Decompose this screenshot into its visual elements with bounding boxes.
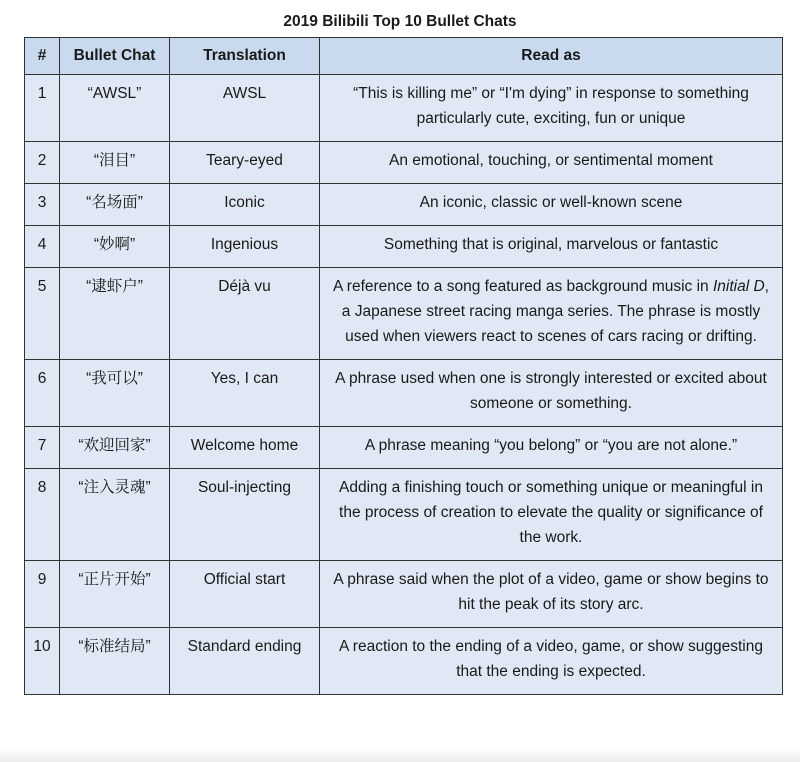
row-chat: “逮虾户”: [60, 268, 170, 360]
table-title: 2019 Bilibili Top 10 Bullet Chats: [283, 13, 517, 30]
row-translation: Soul-injecting: [170, 469, 320, 561]
row-num: 3: [25, 184, 60, 226]
row-chat: “名场面”: [60, 184, 170, 226]
table-row: [25, 184, 783, 226]
row-chat: “欢迎回家”: [60, 427, 170, 469]
table-row: [25, 75, 783, 142]
row-read-as: [320, 268, 783, 360]
row-num: 4: [25, 226, 60, 268]
table-row: [25, 427, 783, 469]
row-read-as: A reaction to the ending of a video, game, or show suggesting that the ending is expected.: [320, 628, 783, 695]
table-row: [25, 142, 783, 184]
read-as-text: A reference to a song featured as background music in: [333, 278, 713, 295]
row-translation: Iconic: [170, 184, 320, 226]
row-read-as: An emotional, touching, or sentimental moment: [320, 142, 783, 184]
row-chat: “我可以”: [60, 360, 170, 427]
row-translation: Déjà vu: [170, 268, 320, 360]
table-row: [25, 469, 783, 561]
header-translation: Translation: [170, 38, 320, 75]
row-chat: “泪目”: [60, 142, 170, 184]
row-num: 1: [25, 75, 60, 142]
row-translation: Teary-eyed: [170, 142, 320, 184]
row-translation: AWSL: [170, 75, 320, 142]
header-num: #: [25, 38, 60, 75]
read-as-text: , a Japanese street racing manga series. The phrase is mostly used when viewers react to scenes of cars racing or drifting.: [341, 278, 769, 345]
row-num: 2: [25, 142, 60, 184]
row-num: 10: [25, 628, 60, 695]
row-translation: Yes, I can: [170, 360, 320, 427]
row-read-as: A phrase said when the plot of a video, game or show begins to hit the peak of its story arc.: [320, 561, 783, 628]
row-chat: “妙啊”: [60, 226, 170, 268]
header-row: [25, 38, 783, 75]
read-as-italic-title: Initial D: [712, 278, 765, 295]
row-read-as: Adding a finishing touch or something unique or meaningful in the process of creation to elevate the quality or significance of the work.: [320, 469, 783, 561]
row-num: 9: [25, 561, 60, 628]
row-chat: “标准结局”: [60, 628, 170, 695]
row-read-as: A phrase used when one is strongly interested or excited about someone or something.: [320, 360, 783, 427]
header-bullet-chat: Bullet Chat: [60, 38, 170, 75]
row-read-as: A phrase meaning “you belong” or “you are not alone.”: [320, 427, 783, 469]
row-translation: Welcome home: [170, 427, 320, 469]
table-row: [25, 360, 783, 427]
row-chat: “注入灵魂”: [60, 469, 170, 561]
row-chat: “AWSL”: [60, 75, 170, 142]
row-chat: “正片开始”: [60, 561, 170, 628]
row-num: 7: [25, 427, 60, 469]
row-read-as: Something that is original, marvelous or fantastic: [320, 226, 783, 268]
row-translation: Official start: [170, 561, 320, 628]
row-translation: Standard ending: [170, 628, 320, 695]
row-num: 8: [25, 469, 60, 561]
table-row: [25, 226, 783, 268]
table-row: [25, 268, 783, 360]
row-read-as: “This is killing me” or “I'm dying” in response to something particularly cute, exciting, fun or unique: [320, 75, 783, 142]
table-row: [25, 628, 783, 695]
table-row: [25, 561, 783, 628]
row-read-as: An iconic, classic or well-known scene: [320, 184, 783, 226]
bottom-shadow: [0, 748, 800, 762]
bullet-chat-table: [24, 37, 783, 695]
row-num: 6: [25, 360, 60, 427]
header-read-as: Read as: [320, 38, 783, 75]
row-translation: Ingenious: [170, 226, 320, 268]
row-num: 5: [25, 268, 60, 360]
